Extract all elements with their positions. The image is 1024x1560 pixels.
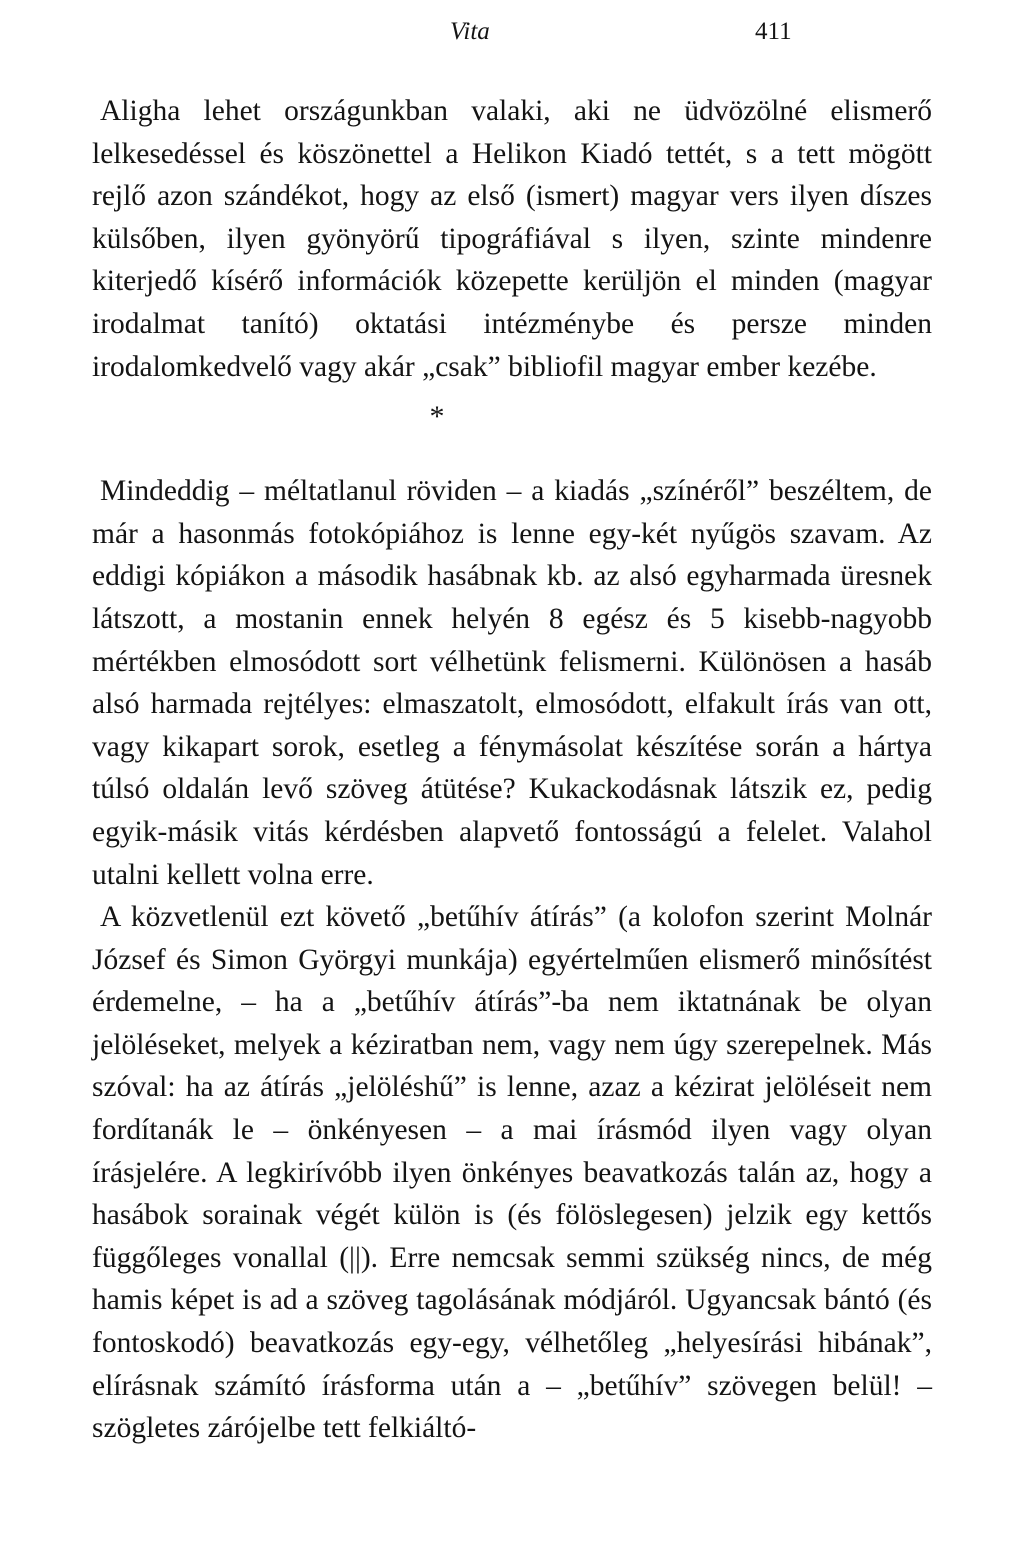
- running-title: Vita: [450, 18, 490, 45]
- paragraph-1: Aligha lehet országunkban valaki, aki ne üdvözölné elismerő lelkesedéssel és köszönettel a Helikon Kiadó tettét, s a tett mögött rejlő azon szándékot, hogy az első (ismert) magyar vers ilyen díszes külsőben, ilyen gyönyörű tipográfiával s ilyen, szinte mindenre kiterjedő kísérő információk közepette kerüljön el minden (magyar irodalmat tanító) oktatási intézménybe és persze minden irodalomkedvelő vagy akár „csak” bibliofil magyar ember kezébe.: [92, 95, 932, 383]
- section-separator: [92, 396, 932, 438]
- book-page: [92, 10, 932, 1450]
- asterisk-separator: *: [429, 400, 445, 434]
- running-head: [92, 10, 932, 54]
- paragraph-3: A közvetlenül ezt követő „betűhív átírás” (a kolofon szerint Molnár József és Simon Györgyi munkája) egyértelműen elismerő minősítést érdemelne, – ha a „betűhív átírás”-ba nem iktatnának be olyan jelöléseket, melyek a kéziratban nem, vagy nem úgy szerepelnek. Más szóval: ha az átírás „jelöléshű” is lenne, azaz a kézirat jelöléseit nem fordítanák le – önkényesen – a mai írásmód ilyen vagy olyan írásjelére. A legkirívóbb ilyen önkényes beavatkozás talán az, hogy a hasábok sorainak végét külön is (és fölöslegesen) jelzik egy kettős függőleges vonallal (||). Erre nemcsak semmi szükség nincs, de még hamis képet is ad a szöveg tagolásának módjáról. Ugyancsak bántó (és fontoskodó) beavatkozás egy-egy, vélhetőleg „helyesírási hibának”, elírásnak számító írásforma után a – „betűhív” szövegen belül! – szögletes zárójelbe tett felkiáltó-: [92, 901, 932, 1445]
- paragraph-2: Mindeddig – méltatlanul röviden – a kiadás „színéről” beszéltem, de már a hasonmás fotokópiához is lenne egy-két nyűgös szavam. Az eddigi kópiákon a második hasábnak kb. az alsó egyharmada üresnek látszott, a mostanin ennek helyén 8 egész és 5 kisebb-nagyobb mértékben elmosódott sort vélhetünk felismerni. Különösen a hasáb alsó harmada rejtélyes: elmaszatolt, elmosódott, elfakult írás van ott, vagy kikapart sorok, esetleg a fénymásolat készítése során a hártya túlsó oldalán levő szöveg átütése? Kukackodásnak látszik ez, pedig egyik-másik vitás kérdésben alapvető fontosságú a felelet. Valahol utalni kellett volna erre.: [92, 475, 932, 891]
- body-text: [92, 90, 932, 1450]
- page-number: 411: [755, 18, 792, 45]
